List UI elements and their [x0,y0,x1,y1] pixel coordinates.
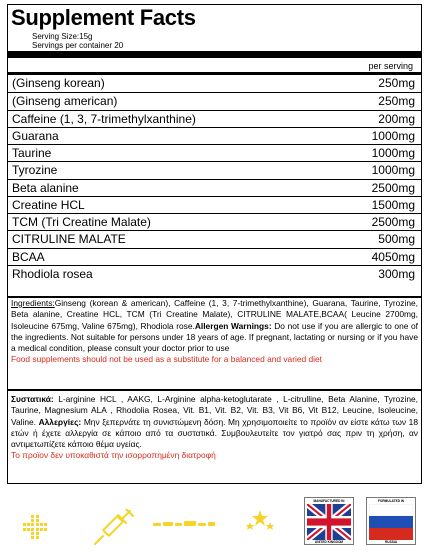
cross-icon [22,514,48,540]
uk-caption-bottom: UNITED KINGDOM [314,540,344,544]
ingredient-row [8,127,421,144]
ingredients-text: Ginseng (korean & american), Caffeine (1, 3, 7-trimethylxanthine), Guarana, Taurine, Tyrozine, Beta alanine, Creatine HCL, TCM (Tri Creatine Malate), CITRULINE MALATE,BCAA( Leucine 2700mg, Isoleucine 675mg, Valine 675mg), Rhodiola rose. [11,298,418,331]
english-warning: Food supplements should not be used as a substitute for a balanced and varied diet [11,354,323,365]
english-info-block [11,298,418,366]
ingredient-name: Caffeine (1, 3, 7-trimethylxanthine) [12,111,196,126]
ingredient-amount: 2500mg [371,180,415,195]
ingredient-amount: 4050mg [371,249,415,264]
language-divider [8,389,421,391]
greek-allergen-text: Μην ξεπερνάτε τη συνιστώμενη δόση. Μη χρησιμοποιείτε το προϊόν αν είστε κάτω των 18 ετών ή έχετε αλλεργία σε κάποιο από τα συστατικά. Συμβουλευτείτε τον γιατρό σας πριν τη χρήση, αν αντιμετωπίζετε κάποιο θέμα υγείας. [11,416,418,450]
ingredient-name: TCM (Tri Creatine Malate) [12,215,151,229]
ingredient-row [8,75,421,92]
uk-flag-icon [307,504,351,540]
greek-ingredients-text: L-arginine HCL , AAKG, L-Arginine alpha-ketoglutarate , L-citrulline, Beta Alanine, Tyrozine, Taurine, Magnesium ALA , Rhodolia Rosea, Vit. B1, Vit. B2, Vit. B3, Vit B6, Vit B12, Leucine, Isoleucine, Valine. [11,394,418,427]
ingredient-row [8,248,421,265]
ingredient-name: Beta alanine [12,180,79,195]
ingredient-name: Tyrozine [12,163,58,178]
ingredient-amount: 1000mg [371,128,415,143]
greek-info-block [11,394,418,462]
formulated-in-russia-badge [366,497,416,545]
ingredient-row [8,110,421,127]
dots-icon [152,518,216,532]
ingredient-row [8,161,421,178]
stars-icon [245,508,275,532]
ingredient-name: Rhodiola rosea [12,266,93,281]
panel-title: Supplement Facts [11,5,196,30]
manufactured-in-uk-badge [304,497,354,545]
serving-size: Serving Size:15g [32,32,93,41]
ingredient-amount: 1000mg [371,146,415,160]
ru-caption-bottom: RUSSIA [384,540,398,544]
syringe-icon [92,509,134,547]
ingredient-amount: 500mg [378,232,415,247]
russia-flag-icon [369,504,413,540]
ingredient-row [8,92,421,109]
allergen-label: Allergen Warnings: [194,320,272,331]
greek-warning: Το προϊον δεν υποκαθιστά την ισορροπημένη διατροφή [11,450,216,461]
uk-caption-top: MANUFACTURED IN [313,499,345,503]
ingredients-label: Ingredients: [11,298,55,308]
greek-allergen-label: Αλλεργίες: [38,416,82,427]
thick-divider [8,51,421,58]
ingredient-name: CITRULINE MALATE [12,232,126,247]
ingredient-amount: 250mg [378,94,415,109]
ingredient-name: BCAA [12,249,45,264]
ingredient-name: Creatine HCL [12,197,85,212]
ingredient-amount: 1500mg [371,197,415,212]
ingredient-name: (Ginseng american) [12,94,118,109]
ingredient-row [8,144,421,161]
ru-caption-top: FORMULATED IN [377,499,405,503]
servings-per-container: Servings per container 20 [32,41,124,50]
ingredient-name: (Ginseng korean) [12,76,105,90]
ingredient-row [8,230,421,247]
ingredient-row [8,213,421,230]
ingredient-amount: 1000mg [371,163,415,178]
ingredient-name: Taurine [12,146,52,160]
per-serving-header: per serving [368,61,413,71]
ingredient-amount: 250mg [378,76,415,90]
greek-ingredients-label: Συστατικά: [11,394,54,404]
ingredient-name: Guarana [12,128,59,143]
ingredient-row [8,196,421,213]
ingredient-amount: 2500mg [371,215,415,229]
ingredient-row [8,179,421,196]
ingredient-amount: 300mg [378,266,415,281]
ingredient-amount: 200mg [378,111,415,126]
supplement-facts-panel [7,4,422,484]
allergen-text: Do not use if you are allergic to one of the ingredients. Not suitable for persons under 18 years of age. If pregnant, lactating or nursing or if you have a medical condition, please consult your doctor prior to use [11,320,419,354]
ingredient-row [8,265,421,282]
